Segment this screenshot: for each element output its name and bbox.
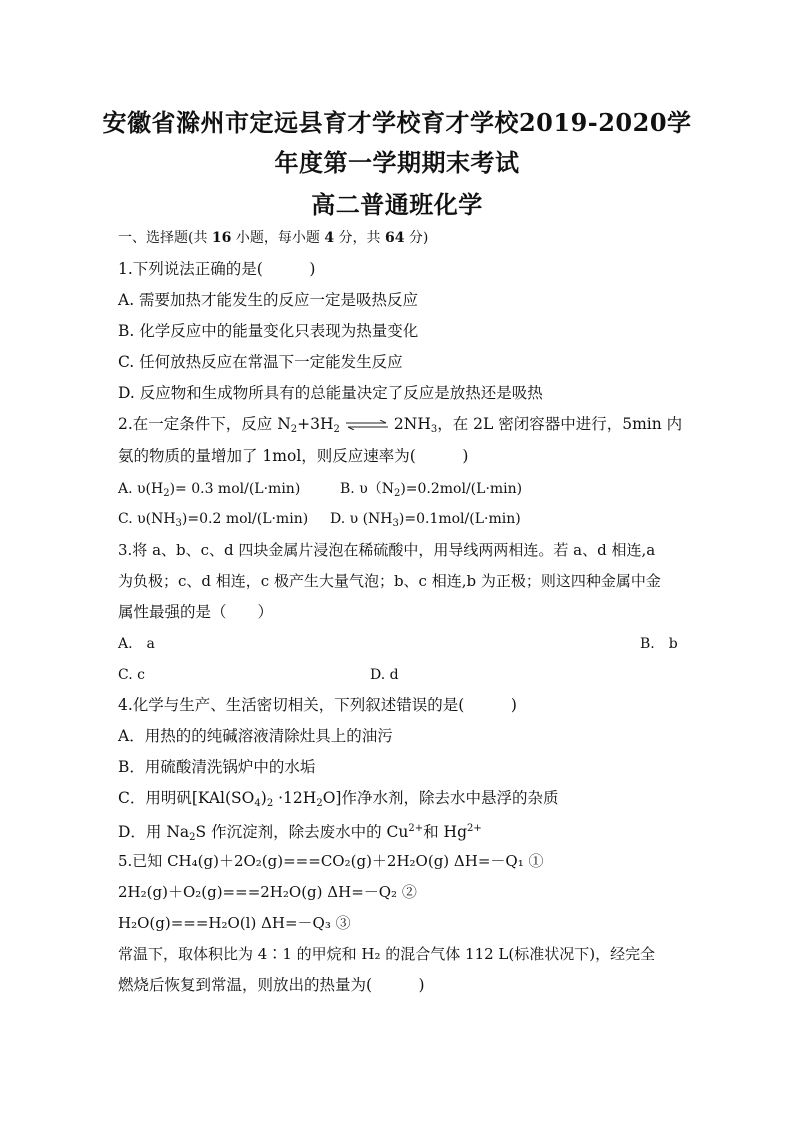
q3-option-c: C. c (118, 667, 145, 683)
q5-stem-line-1: 常温下，取体积比为 4∶1 的甲烷和 H₂ 的混合气体 112 L(标准状况下)，经完全 (118, 945, 656, 963)
q1-stem: 1.下列说法正确的是( ) (118, 260, 316, 278)
q1-option-c: C. 任何放热反应在常温下一定能发生反应 (118, 353, 403, 371)
q1-option-d: D. 反应物和生成物所具有的总能量决定了反应是放热还是吸热 (118, 384, 543, 402)
q4-option-b: B．用硫酸清洗锅炉中的水垢 (118, 758, 316, 776)
q1-option-b: B. 化学反应中的能量变化只表现为热量变化 (118, 322, 419, 340)
q3-option-a: A. a (118, 636, 155, 652)
q2-option-d: D. υ $(NH_3)=0.1mol/(L\cdot\min)$ (330, 511, 521, 529)
q5-stem-line-2: 燃烧后恢复到常温，则放出的热量为( ) (118, 976, 425, 994)
equilibrium-arrow-icon (344, 420, 390, 430)
q4-stem: 4.化学与生产、生活密切相关，下列叙述错误的是( ) (118, 696, 517, 714)
q2-option-c: C. $\upsilon(NH_3)=0.2$ mol/(L·min) (118, 511, 309, 529)
q3-option-b: B. b (640, 636, 678, 652)
q3-stem-line-1: 3.将 a、b、c、d 四块金属片浸泡在稀硫酸中，用导线两两相连。若 a、d 相连,a (118, 541, 656, 559)
q3-stem-line-3: 属性最强的是（ ） (118, 603, 274, 621)
q4-option-a: A．用热的的纯碱溶液清除灶具上的油污 (118, 727, 393, 745)
title-line-3: 高二普通班化学 (311, 190, 483, 219)
title-line-1: 安徽省滁州市定远县育才学校育才学校2019-2020学 (102, 108, 692, 137)
q2-stem-line-1: 2.在一定条件下，反应 $N_2+3H_2$ $2NH_3$，在 2L 密闭容器中进行，5min 内 (118, 415, 683, 435)
q4-option-d: D．用 $Na_2S$ 作沉淀剂，除去废水中的 $Cu^{2+}$和 $Hg^{2+}$ (118, 823, 482, 843)
q3-stem-line-2: 为负极；c、d 相连，c 极产生大量气泡；b、c 相连,b 为正极；则这四种金属中金 (118, 572, 661, 590)
q2-option-a: A. $\upsilon(H_2)= 0.3$ mol/(L·min) (118, 481, 301, 499)
section-header: 一、选择题(共 16 小题，每小题 4 分，共 64 分) (118, 230, 429, 246)
q2-option-b: B. $\upsilon(N_2)=0.2mol/(L\cdot\min)$ (340, 481, 523, 499)
q5-equation-1: 5.已知 CH₄(g)＋2O₂(g)===CO₂(g)＋2H₂O(g) ΔH=－Q₁ ① (118, 852, 544, 870)
q4-option-c: C．用明矾$[KAl(SO_4)_2 \cdot 12H_2O]$作净水剂，除去水中悬浮的杂质 (118, 789, 559, 809)
q5-equation-2: 2H₂(g)＋O₂(g)===2H₂O(g) ΔH=－Q₂ ② (118, 883, 417, 901)
q5-equation-3: H₂O(g)===H₂O(l) ΔH=－Q₃ ③ (118, 914, 351, 932)
title-line-2: 年度第一学期期末考试 (274, 148, 520, 177)
q2-stem-line-2: 氨的物质的量增加了 1mol，则反应速率为( ) (118, 447, 469, 465)
q3-option-d: D. d (370, 667, 399, 683)
q1-option-a: A. 需要加热才能发生的反应一定是吸热反应 (118, 291, 419, 309)
